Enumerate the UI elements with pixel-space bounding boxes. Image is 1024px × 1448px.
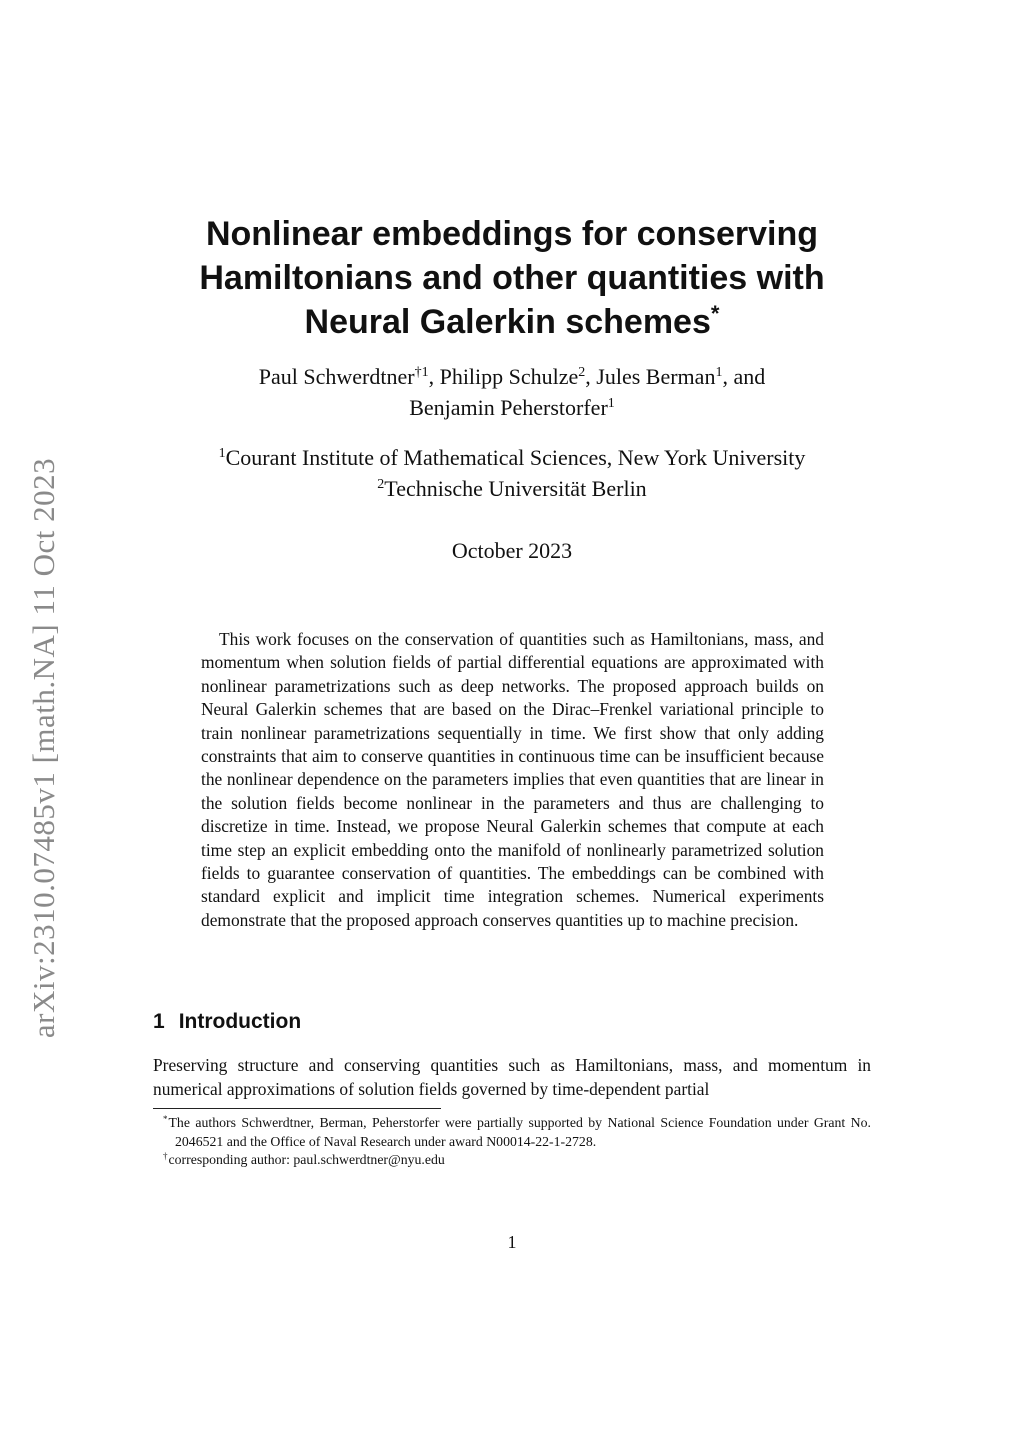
footnote-divider <box>153 1108 441 1109</box>
arxiv-identifier-stamp: arXiv:2310.07485v1 [math.NA] 11 Oct 2023 <box>26 457 61 1039</box>
title-footnote-mark: * <box>710 301 720 326</box>
author-affiliation-mark: 1 <box>607 396 615 411</box>
author-affiliation-mark: 1 <box>715 365 723 380</box>
footnote <box>153 1151 871 1170</box>
affiliation-name: Technische Universität Berlin <box>384 476 647 501</box>
paper-title-text: Nonlinear embeddings for conserving Hamiltonians and other quantities with Neural Galerkin schemes <box>199 215 825 341</box>
section-number: 1 <box>153 1010 165 1033</box>
footnote-mark: * <box>163 1114 168 1124</box>
section-title: Introduction <box>178 1010 302 1033</box>
footnote <box>153 1114 871 1151</box>
author-name: Paul Schwerdtner <box>258 364 415 389</box>
footnotes <box>153 1114 871 1170</box>
author-name: Benjamin Peherstorfer <box>409 395 608 420</box>
section-heading <box>153 1008 301 1036</box>
abstract: This work focuses on the conservation of quantities such as Hamiltonians, mass, and momentum when solution fields of partial differential equations are approximated with nonlinear parametrizations such as deep networks. The proposed approach builds on Neural Galerkin schemes that are based on the Dirac–Frenkel variational principle to train nonlinear parametrizations sequentially in time. We first show that only adding constraints that aim to conserve quantities in continuous time can be insufficient because the nonlinear dependence on the parameters implies that even quantities that are linear in the solution fields become nonlinear in the parameters and thus are challenging to discretize in time. Instead, we propose Neural Galerkin schemes that compute at each time step an explicit embedding onto the manifold of nonlinearly parametrized solution fields to guarantee conservation of quantities. The embeddings can be combined with standard explicit and implicit time integration schemes. Numerical experiments demonstrate that the proposed approach conserves quantities up to machine precision. <box>201 629 824 930</box>
affiliation-mark: 1 <box>218 446 226 461</box>
author-name: Philipp Schulze <box>439 364 579 389</box>
footnote-text: corresponding author: paul.schwerdtner@nyu.edu <box>168 1152 445 1167</box>
affiliation-mark: 2 <box>377 477 385 492</box>
author-list <box>150 361 874 423</box>
page-number: 1 <box>507 1232 517 1252</box>
affiliation-line <box>130 442 894 473</box>
publication-date: October 2023 <box>451 538 573 563</box>
author-affiliation-mark: †1 <box>414 365 429 380</box>
affiliation-line <box>130 473 894 504</box>
author-name: Jules Berman <box>596 364 716 389</box>
author-separator: , <box>428 364 440 389</box>
author-conjunction: , and <box>722 364 766 389</box>
paper-title <box>150 212 874 344</box>
author-separator: , <box>585 364 597 389</box>
affiliation-name: Courant Institute of Mathematical Sciences, New York University <box>225 445 806 470</box>
author-affiliation-mark: 2 <box>578 365 586 380</box>
footnote-mark: † <box>163 1151 168 1161</box>
footnote-text: The authors Schwerdtner, Berman, Peherstorfer were partially supported by National Science Foundation under Grant No. 2046521 and the Office of Naval Research under award N00014-22-1-2728. <box>168 1115 871 1149</box>
section-body-text: Preserving structure and conserving quantities such as Hamiltonians, mass, and momentum in numerical approximations of solution fields governed by time-dependent partial <box>153 1055 871 1099</box>
affiliation-list <box>130 442 894 504</box>
